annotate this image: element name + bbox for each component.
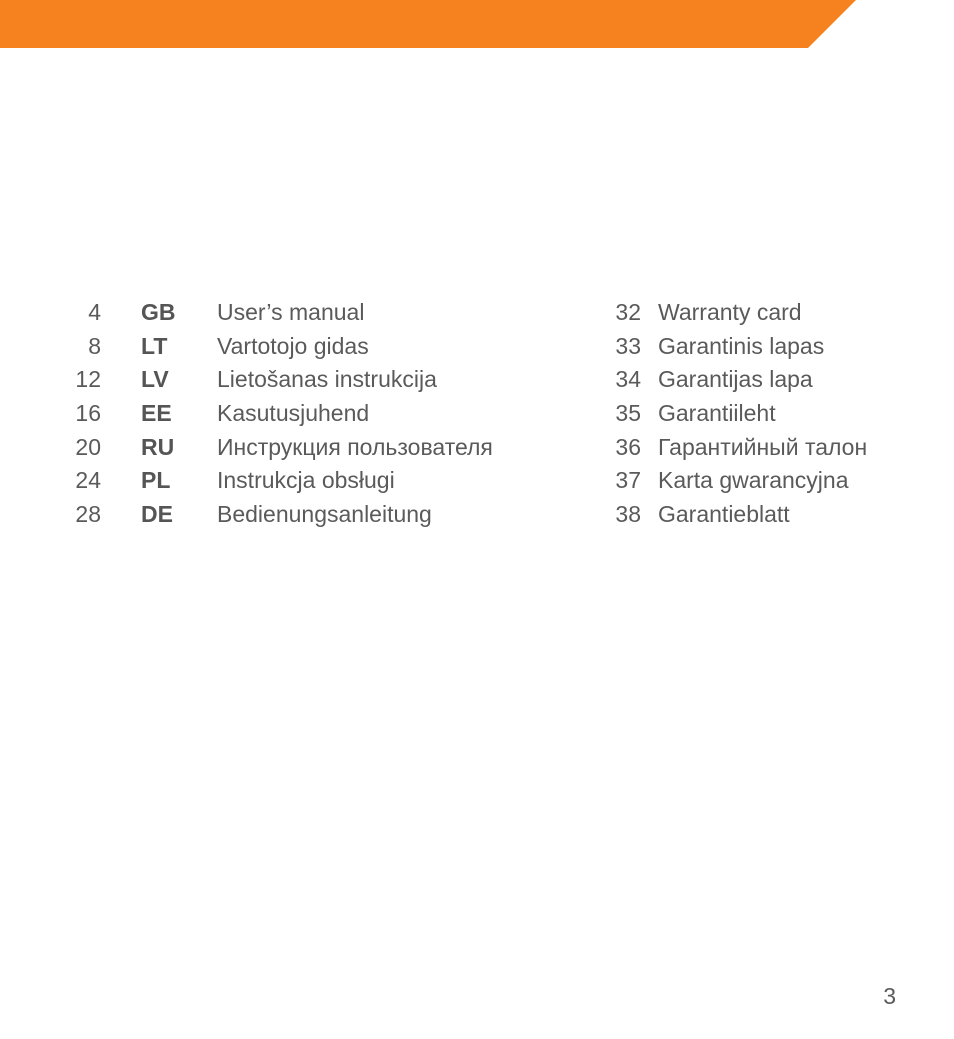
toc-entry-title: Warranty card [658, 299, 802, 325]
toc-language-code: PL [141, 467, 171, 494]
toc-language-code: LT [141, 332, 168, 359]
toc-row-warranty-gb[interactable] [560, 296, 954, 330]
toc-row-gb[interactable] [0, 296, 560, 330]
toc-row-lv[interactable] [0, 363, 560, 397]
toc-page-number: 24 [75, 467, 101, 494]
toc-language-code: LV [141, 366, 169, 393]
toc-page-number: 38 [615, 501, 641, 528]
toc-language-code: RU [141, 433, 175, 460]
toc-row-warranty-de[interactable] [560, 498, 954, 532]
toc-page-number: 35 [615, 400, 641, 427]
toc-page-number: 32 [615, 299, 641, 325]
toc-page-number: 4 [88, 299, 101, 325]
toc-entry-title: User’s manual [217, 299, 365, 325]
header-accent-band [0, 0, 954, 48]
toc-entry-title: Garantinis lapas [658, 332, 825, 359]
toc-row-warranty-ee[interactable] [560, 397, 954, 431]
toc-row-ee[interactable] [0, 397, 560, 431]
toc-page-number: 16 [75, 400, 101, 427]
toc-page-number: 28 [75, 501, 101, 528]
toc-row-warranty-pl[interactable] [560, 464, 954, 498]
toc-entry-title: Garantieblatt [658, 501, 790, 528]
toc-entry-title: Vartotojo gidas [217, 332, 369, 359]
toc-page-number: 8 [88, 332, 101, 359]
header-accent-shape [0, 0, 954, 48]
toc-language-code: GB [141, 299, 176, 325]
toc-entry-title: Kasutusjuhend [217, 400, 370, 427]
toc-entry-title: Lietošanas instrukcija [217, 366, 437, 393]
toc-manuals-column [0, 296, 560, 532]
toc-entry-title: Karta gwarancyjna [658, 467, 849, 494]
toc-row-warranty-lv[interactable] [560, 363, 954, 397]
toc-row-lt[interactable] [0, 330, 560, 364]
toc-row-de[interactable] [0, 498, 560, 532]
toc-page-number: 34 [615, 366, 641, 393]
toc-entry-title: Garantiileht [658, 400, 776, 427]
toc-page-number: 12 [75, 366, 101, 393]
toc-warranty-column [560, 296, 954, 532]
toc-row-warranty-lt[interactable] [560, 330, 954, 364]
toc-entry-title: Инструкция пользователя [217, 433, 493, 460]
toc-row-pl[interactable] [0, 464, 560, 498]
toc-page-number: 37 [615, 467, 641, 494]
toc-entry-title: Garantijas lapa [658, 366, 813, 393]
toc-entry-title: Bedienungsanleitung [217, 501, 432, 528]
toc-language-code: EE [141, 400, 172, 427]
toc-page-number: 20 [75, 433, 101, 460]
toc-row-ru[interactable] [0, 431, 560, 465]
toc-language-code: DE [141, 501, 173, 528]
page-number: 3 [883, 983, 896, 1009]
toc-page-number: 36 [615, 433, 641, 460]
toc-entry-title: Гарантийный талон [658, 433, 868, 460]
toc-row-warranty-ru[interactable] [560, 431, 954, 465]
toc-page-number: 33 [615, 332, 641, 359]
toc-entry-title: Instrukcja obsługi [217, 467, 395, 494]
